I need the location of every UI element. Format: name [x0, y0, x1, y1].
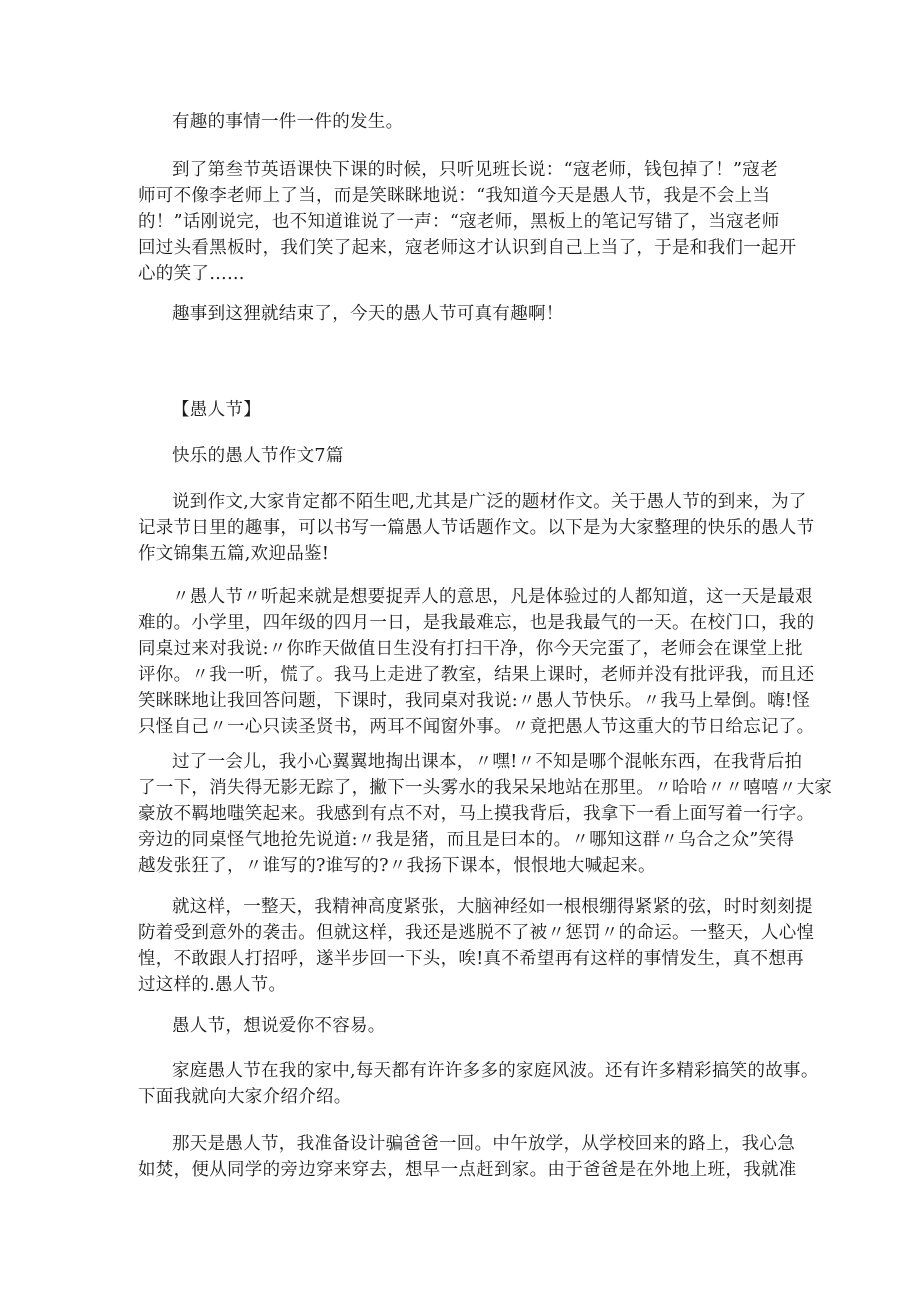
text-line: 惶，不敢跟人打招呼，遂半步回一下头，唉!真不希望再有这样的事情发生，真不想再 [138, 949, 804, 969]
paragraph-fun-things [172, 109, 792, 135]
text-line: 难的。小学里，四年级的四月一日，是我最难忘，也是我最气的一天。在校门口，我的 [138, 613, 815, 633]
text-line: 趣事到这狸就结束了，今天的愚人节可真有趣啊！ [172, 304, 564, 324]
text-line: 愚人节，想说爱你不容易。 [172, 1016, 386, 1036]
article-heading [172, 443, 792, 469]
text-line: 就这样，一整天，我精神高度紧张，大脑神经如一根根绷得紧紧的弦，时时刻刻提 [172, 897, 813, 917]
text-line: 到了第叁节英语课快下课的时候，只听见班长说：“寇老师，钱包掉了！”寇老 [172, 160, 778, 180]
text-line: 作文锦集五篇,欢迎品鉴! [138, 544, 330, 564]
text-line: 的！”话刚说完，也不知道谁说了一声：“寇老师，黑板上的笔记写错了，当寇老师 [138, 212, 780, 232]
text-line: 同桌过来对我说:〃你昨天做值日生没有打扫干净，你今天完蛋了，老师会在课堂上批 [138, 639, 803, 659]
text-line: 只怪自己〃一心只读圣贤书，两耳不闻窗外事。〃竟把愚人节这重大的节日给忘记了。 [138, 717, 815, 737]
text-line: 心的笑了…… [138, 264, 245, 284]
text-line: 家庭愚人节在我的家中,每天都有许许多多的家庭风波。还有许多精彩搞笑的故事。 [172, 1061, 819, 1081]
text-line: 师可不像李老师上了当，而是笑眯眯地说：“我知道今天是愚人节，我是不会上当 [138, 186, 771, 206]
text-line: 越发张狂了，〃谁写的?谁写的?〃我扬下课本，恨恨地大喊起来。 [138, 856, 656, 876]
paragraph-intro [138, 489, 815, 567]
section-label-text: 【愚人节】 [172, 400, 261, 420]
paragraph-fool-dad [138, 1131, 798, 1183]
paragraph-english-class [138, 157, 798, 287]
heading-text: 快乐的愚人节作文7篇 [172, 446, 344, 466]
section-label [172, 397, 792, 423]
text-line: 豪放不羁地嗤笑起来。我感到有点不对，马上摸我背后，我拿下一看上面写着一行字。 [138, 804, 815, 824]
text-line: 旁边的同桌怪气地抢先说道:〃我是猪，而且是曰本的。〃哪知这群〃乌合之众”笑得 [138, 830, 795, 850]
text-line: 了一下，消失得无影无踪了，撇下一头雾水的我呆呆地站在那里。〃哈哈〃〃嘻嘻〃大家 [138, 778, 833, 798]
paragraph-ending [172, 301, 792, 327]
text-line: 〃愚人节〃听起来就是想要捉弄人的意思，凡是体验过的人都知道，这一天是最艰 [172, 587, 813, 607]
text-line: 有趣的事情一件一件的发生。 [172, 112, 404, 132]
paragraph-family [138, 1058, 819, 1110]
text-line: 记录节日里的趣事，可以书写一篇愚人节话题作文。以下是为大家整理的快乐的愚人节 [138, 518, 815, 538]
text-line: 过这样的.愚人节。 [138, 975, 287, 995]
text-line: 笑眯眯地让我回答问题，下课时，我同桌对我说:〃愚人节快乐。〃我马上晕倒。嗨!怪 [138, 691, 811, 711]
text-line: 下面我就向大家介绍介绍。 [138, 1087, 352, 1107]
text-line: 过了一会儿，我小心翼翼地掏出课本，〃嘿!〃不知是哪个混帐东西，在我背后拍 [172, 752, 803, 772]
text-line: 如焚，便从同学的旁边穿来穿去，想早一点赶到家。由于爸爸是在外地上班，我就准 [138, 1160, 797, 1180]
paragraph-story-one [138, 584, 815, 740]
paragraph-short-line [172, 1013, 792, 1039]
paragraph-story-two [138, 749, 833, 879]
text-line: 评你。〃我一听，慌了。我马上走进了教室，结果上课时，老师并没有批评我，而且还 [138, 665, 815, 685]
text-line: 防着受到意外的袭击。但就这样，我还是逃脱不了被〃惩罚〃的命运。一整天，人心惶 [138, 923, 815, 943]
text-line: 说到作文,大家肯定都不陌生吧,尤其是广泛的题材作文。关于愚人节的到来，为了 [172, 492, 807, 512]
text-line: 那天是愚人节，我准备设计骗爸爸一回。中午放学，从学校回来的路上，我心急 [172, 1134, 795, 1154]
paragraph-story-three [138, 894, 815, 998]
text-line: 回过头看黑板时，我们笑了起来，寇老师这才认识到自己上当了，于是和我们一起开 [138, 238, 797, 258]
